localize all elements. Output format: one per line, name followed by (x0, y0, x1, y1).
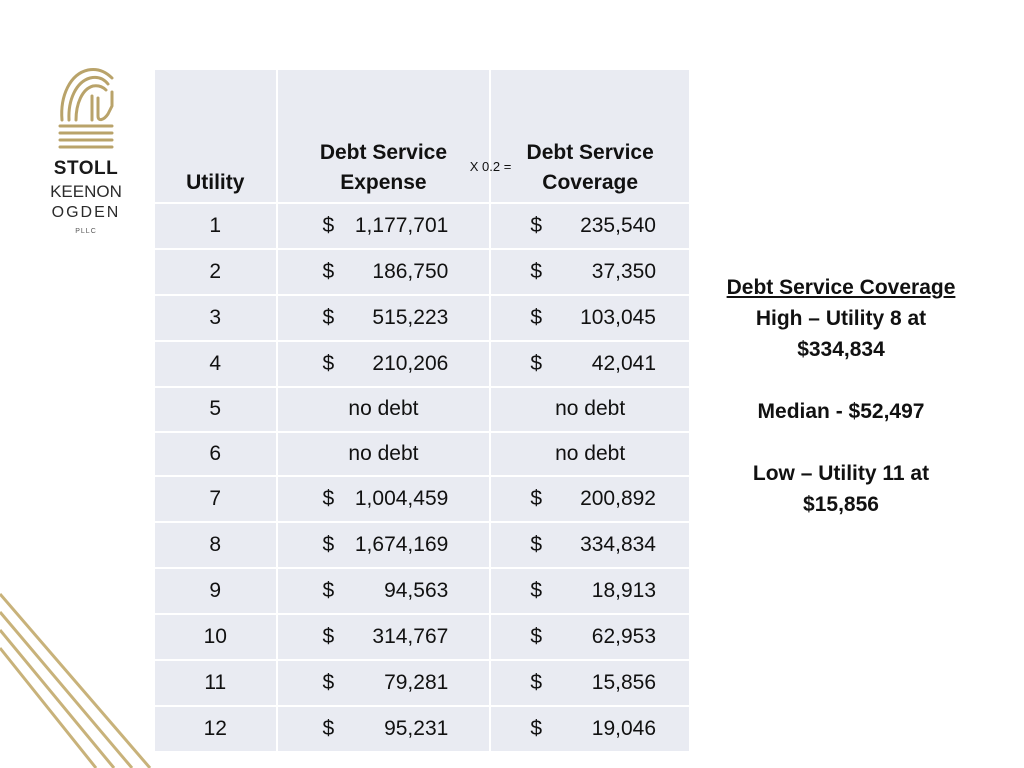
cell-expense (277, 660, 491, 706)
logo-text-ogden: OGDEN (51, 204, 121, 221)
table-row (154, 476, 690, 522)
dollar-sign: $ (530, 533, 542, 556)
expense-amount: 1,177,701 (354, 214, 449, 237)
expense-amount: 210,206 (372, 352, 449, 375)
cell-coverage (490, 568, 690, 614)
table-row (154, 203, 690, 249)
coverage-amount: 200,892 (580, 487, 656, 510)
dollar-sign: $ (322, 260, 335, 283)
table-row (154, 249, 690, 295)
cell-coverage (490, 249, 690, 295)
expense-amount: 515,223 (372, 306, 449, 329)
cell-utility: 5 (154, 387, 277, 432)
summary-high-line1: High – Utility 8 at (755, 307, 927, 330)
table-row (154, 432, 690, 477)
table-row (154, 614, 690, 660)
coverage-amount: 62,953 (591, 625, 656, 648)
table-row (154, 387, 690, 432)
cell-expense (277, 706, 491, 752)
cell-expense (277, 341, 491, 387)
cell-expense (277, 249, 491, 295)
dollar-sign: $ (530, 579, 542, 602)
table-header-row (154, 69, 690, 203)
cell-utility: 12 (154, 706, 277, 752)
expense-amount: 79,281 (384, 671, 449, 694)
coverage-amount: 18,913 (591, 579, 656, 602)
firm-logo (50, 62, 122, 242)
cell-coverage (490, 476, 690, 522)
dollar-sign: $ (322, 352, 335, 375)
summary-low-line1: Low – Utility 11 at (752, 462, 930, 485)
table-row (154, 295, 690, 341)
logo-text-pllc: PLLC (75, 228, 97, 235)
cell-coverage (490, 295, 690, 341)
header-coverage-label: Debt Service Coverage (526, 141, 654, 194)
dollar-sign: $ (322, 487, 335, 510)
cell-utility: 9 (154, 568, 277, 614)
cell-coverage (490, 706, 690, 752)
dollar-sign: $ (322, 214, 335, 237)
cell-utility: 4 (154, 341, 277, 387)
dollar-sign: $ (530, 306, 542, 329)
summary-spacer (712, 365, 970, 396)
dollar-sign: $ (322, 306, 335, 329)
decorative-gold-lines (0, 590, 170, 768)
table-row (154, 568, 690, 614)
cell-utility: 10 (154, 614, 277, 660)
cell-expense (277, 522, 491, 568)
cell-expense: no debt (277, 432, 491, 477)
header-expense (277, 69, 512, 203)
table-row (154, 706, 690, 752)
table-body (154, 203, 690, 752)
multiplier-label: X 0.2 = (469, 159, 512, 174)
table-row (154, 522, 690, 568)
coverage-amount: 37,350 (591, 260, 656, 283)
dollar-sign: $ (530, 717, 542, 740)
header-utility (154, 69, 277, 203)
coverage-amount: 15,856 (591, 671, 656, 694)
cell-coverage: no debt (490, 387, 690, 432)
cell-utility: 11 (154, 660, 277, 706)
summary-spacer (712, 427, 970, 458)
cell-coverage (490, 203, 690, 249)
cell-expense (277, 568, 491, 614)
cell-coverage (490, 614, 690, 660)
expense-amount: 95,231 (384, 717, 449, 740)
expense-amount: 314,767 (372, 625, 449, 648)
cell-coverage (490, 341, 690, 387)
cell-coverage (490, 522, 690, 568)
coverage-amount: 103,045 (580, 306, 656, 329)
cell-expense (277, 203, 491, 249)
cell-utility: 1 (154, 203, 277, 249)
expense-amount: 94,563 (384, 579, 449, 602)
coverage-summary (712, 272, 970, 520)
table-row (154, 660, 690, 706)
dollar-sign: $ (530, 487, 542, 510)
dollar-sign: $ (322, 717, 335, 740)
dollar-sign: $ (530, 671, 542, 694)
cell-expense (277, 614, 491, 660)
dollar-sign: $ (322, 671, 335, 694)
cell-expense: no debt (277, 387, 491, 432)
cell-utility: 6 (154, 432, 277, 477)
dollar-sign: $ (322, 579, 335, 602)
dollar-sign: $ (530, 625, 542, 648)
summary-title: Debt Service Coverage (726, 276, 956, 299)
summary-median: Median - $52,497 (757, 400, 925, 423)
cell-coverage: no debt (490, 432, 690, 477)
expense-amount: 1,674,169 (354, 533, 449, 556)
summary-low-line2: $15,856 (803, 493, 879, 516)
logo-text-keenon: KEENON (50, 182, 122, 201)
coverage-amount: 42,041 (591, 352, 656, 375)
dollar-sign: $ (322, 625, 335, 648)
expense-amount: 1,004,459 (354, 487, 449, 510)
cell-utility: 3 (154, 295, 277, 341)
header-expense-inner (278, 70, 512, 198)
header-utility-label: Utility (186, 171, 245, 194)
expense-amount: 186,750 (372, 260, 449, 283)
helmet-emblem-icon (56, 62, 116, 157)
logo-text-stoll: STOLL (53, 158, 119, 179)
dollar-sign: $ (530, 214, 542, 237)
cell-utility: 7 (154, 476, 277, 522)
table-row (154, 341, 690, 387)
coverage-amount: 235,540 (580, 214, 656, 237)
dollar-sign: $ (322, 533, 335, 556)
debt-service-table (153, 68, 691, 753)
cell-expense (277, 295, 491, 341)
cell-expense (277, 476, 491, 522)
coverage-amount: 334,834 (580, 533, 656, 556)
cell-utility: 8 (154, 522, 277, 568)
summary-high-line2: $334,834 (797, 338, 885, 361)
cell-utility: 2 (154, 249, 277, 295)
coverage-amount: 19,046 (591, 717, 656, 740)
cell-coverage (490, 660, 690, 706)
dollar-sign: $ (530, 260, 542, 283)
header-expense-label: Debt Service Expense (319, 141, 448, 194)
dollar-sign: $ (530, 352, 542, 375)
header-coverage (490, 69, 690, 203)
